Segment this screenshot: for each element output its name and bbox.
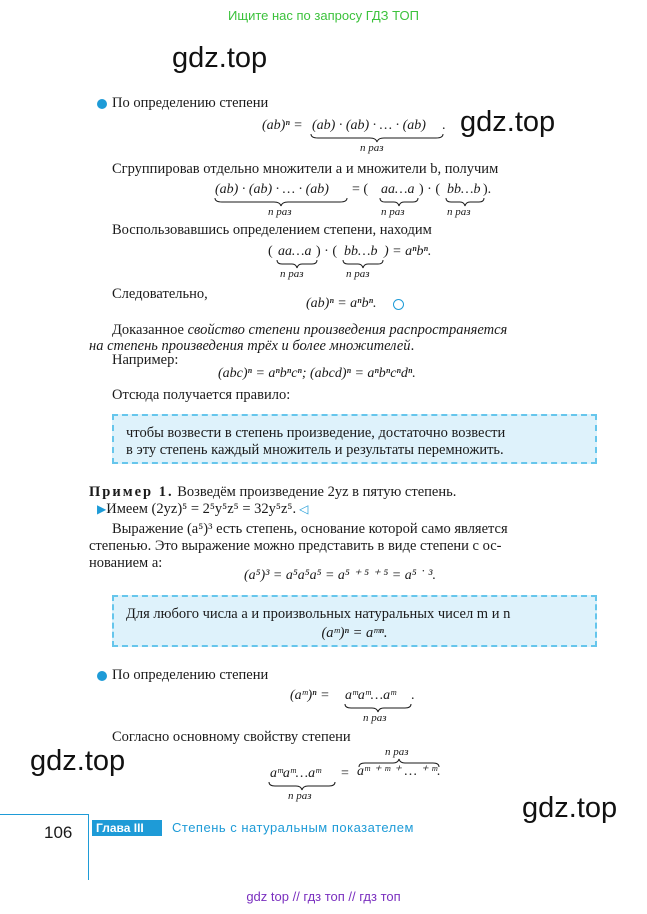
example-label: Пример 1. [89, 484, 174, 500]
text-line: Выражение (a⁵)³ есть степень, основание которой само является [112, 521, 508, 537]
formula-part: ( [268, 244, 273, 259]
italic-span: свойство степени произведения распространяется [187, 322, 508, 338]
formula-lhs: (ab)ⁿ = [262, 118, 303, 133]
formula-rhs: aᵐaᵐ…aᵐ [345, 688, 396, 703]
formula-lhs: (aᵐ)ⁿ = [290, 688, 330, 703]
formula: (abc)ⁿ = aⁿbⁿcⁿ; (abcd)ⁿ = aⁿbⁿcⁿdⁿ. [218, 366, 416, 381]
formula-period: . [411, 688, 415, 703]
formula-part: ) · ( [419, 182, 440, 197]
chapter-title: Степень с натуральным показателем [172, 820, 414, 835]
watermark: gdz.top [522, 792, 618, 824]
formula-part: bb…b [344, 244, 378, 259]
watermark: gdz.top [30, 745, 126, 777]
rule-line: чтобы возвести в степень произведение, достаточно возвести [126, 425, 506, 441]
text-span: Возведём произведение 2yz в пятую степень. [173, 484, 457, 500]
formula: (a⁵)³ = a⁵a⁵a⁵ = a⁵ ⁺ ⁵ ⁺ ⁵ = a⁵ ˙ ³. [244, 568, 436, 583]
proof-end-icon [393, 299, 404, 310]
example-heading [89, 483, 456, 501]
n-times-label: n раз [268, 206, 292, 218]
text-line: Например: [112, 352, 179, 368]
text-span: . [410, 338, 415, 354]
formula-part: bb…b [447, 182, 481, 197]
formula-part: = ( [352, 182, 369, 197]
text-line: По определению степени [112, 667, 269, 683]
rule-box [112, 595, 597, 647]
n-times-label: n раз [447, 206, 471, 218]
search-banner[interactable]: Ищите нас по запросу ГДЗ ТОП [228, 8, 419, 23]
n-times-label: n раз [360, 142, 384, 154]
text-span: Доказанное [112, 322, 188, 338]
formula-part: = [341, 766, 349, 781]
footer-divider [88, 814, 89, 880]
italic-span: на степень произведения трёх и более множителей [89, 338, 411, 354]
text-line: Отсюда получается правило: [112, 387, 291, 403]
rule-formula: (aᵐ)ⁿ = aᵐⁿ. [321, 625, 388, 641]
text-line: По определению степени [112, 95, 269, 111]
text-line: Согласно основному свойству степени [112, 729, 351, 745]
text-line: Следовательно, [112, 286, 208, 302]
chapter-badge [92, 820, 162, 836]
solution-start-icon: ▶ [97, 502, 107, 516]
formula: (ab)ⁿ = aⁿbⁿ. [306, 296, 377, 311]
formula-part: (ab) · (ab) · … · (ab) [215, 182, 329, 197]
n-times-label: n раз [363, 712, 387, 724]
watermark: gdz.top [460, 106, 556, 138]
formula-period: . [442, 118, 446, 133]
bottom-links[interactable]: gdz top // гдз топ // гдз топ [246, 889, 401, 904]
footer-line [0, 814, 89, 815]
solution-end-icon: ◁ [296, 502, 309, 516]
n-times-label: n раз [288, 790, 312, 802]
formula-part: ) = aⁿbⁿ. [384, 244, 432, 259]
formula-part: ). [483, 182, 492, 197]
formula-part: aa…a [381, 182, 415, 197]
n-times-label: n раз [346, 268, 370, 280]
n-times-label: n раз [385, 746, 409, 758]
text-line: нованием a: [89, 555, 163, 571]
solution-line [97, 500, 308, 518]
formula-lhs: aᵐaᵐ…aᵐ [270, 766, 321, 781]
formula-part: aa…a [278, 244, 312, 259]
bullet-dot [97, 99, 107, 109]
text-line: степенью. Это выражение можно представить в виде степени с ос- [89, 538, 502, 554]
text-line: Воспользовавшись определением степени, находим [112, 222, 432, 238]
n-times-label: n раз [381, 206, 405, 218]
formula-part: ) · ( [316, 244, 337, 259]
chapter-label: Глава III [96, 821, 144, 835]
text-span: Имеем (2yz)⁵ = 2⁵y⁵z⁵ = 32y⁵z⁵. [106, 501, 297, 517]
text-line: Сгруппировав отдельно множители a и множители b, получим [112, 161, 499, 177]
rule-box [112, 414, 597, 464]
formula-rhs: aᵐ ⁺ ᵐ ⁺ … ⁺ ᵐ. [357, 764, 441, 779]
rule-line: Для любого числа a и произвольных натуральных чисел m и n [126, 606, 511, 622]
page-number: 106 [44, 823, 73, 842]
bullet-dot [97, 671, 107, 681]
formula-rhs: (ab) · (ab) · … · (ab) [312, 118, 426, 133]
watermark: gdz.top [172, 42, 268, 74]
rule-line: в эту степень каждый множитель и результаты перемножить. [126, 442, 504, 458]
n-times-label: n раз [280, 268, 304, 280]
